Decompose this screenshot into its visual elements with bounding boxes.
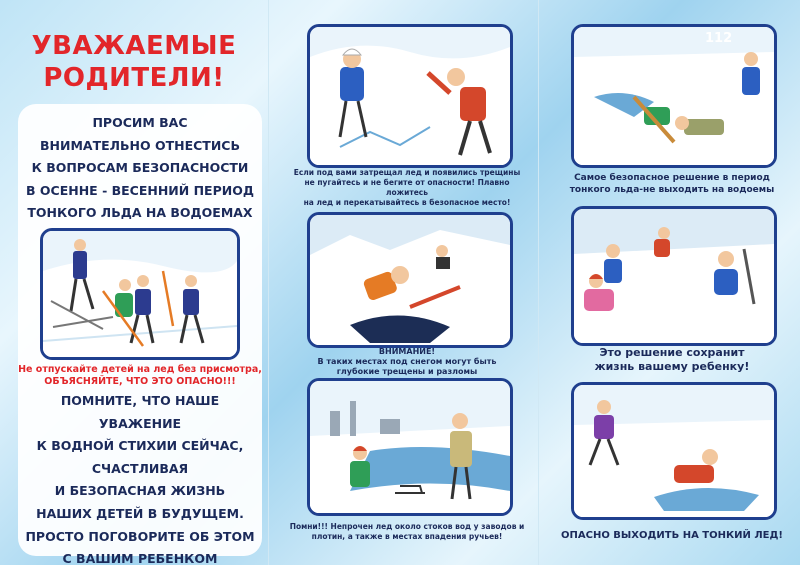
illustration-kids-hockey bbox=[40, 228, 240, 360]
closing-line: ПОМНИТЕ, ЧТО НАШЕ УВАЖЕНИЕ bbox=[60, 393, 220, 431]
title-line-2: РОДИТЕЛИ! bbox=[43, 63, 225, 93]
warning-line-2: ОБЪЯСНЯЙТЕ, ЧТО ЭТО ОПАСНО!!! bbox=[44, 376, 236, 387]
caption-line: В таких местах под снегом могут быть bbox=[317, 357, 497, 366]
rescue-drawing bbox=[574, 27, 774, 165]
closing-line: И БЕЗОПАСНАЯ ЖИЗНЬ bbox=[54, 483, 226, 499]
intro-text bbox=[18, 112, 262, 225]
caption-line: тонкого льда-не выходить на водоемы bbox=[569, 185, 775, 195]
phone-112-badge: 112 bbox=[705, 31, 733, 46]
warning-line-1: Не отпускайте детей на лед без присмотра, bbox=[18, 364, 262, 375]
caption-line: Помни!!! Непрочен лед около стоков вод у заводов и bbox=[289, 522, 525, 531]
caption-line: на лед и перекатывайтесь в безопасное место! bbox=[303, 198, 511, 207]
warning-text bbox=[18, 364, 262, 388]
title-line-1: УВАЖАЕМЫЕ bbox=[31, 31, 237, 61]
closing-line: ПРОСТО ПОГОВОРИТЕ ОБ ЭТОМ bbox=[25, 528, 255, 544]
caption-line: жизнь вашему ребенку! bbox=[594, 360, 750, 373]
caption-cracking-ice bbox=[283, 168, 531, 208]
caption-line: плотин, а также в местах впадения ручьев! bbox=[311, 532, 503, 541]
kids-hockey-drawing bbox=[43, 231, 237, 357]
illustration-ice-hole bbox=[307, 212, 513, 348]
page-title bbox=[0, 30, 268, 94]
intro-line: ВНИМАТЕЛЬНО ОТНЕСТИСЬ bbox=[40, 137, 240, 153]
illustration-falling-through bbox=[571, 382, 777, 520]
skating-drawing bbox=[574, 209, 774, 343]
closing-text bbox=[18, 390, 262, 571]
left-column bbox=[0, 0, 268, 565]
intro-line: ПРОСИМ ВАС bbox=[92, 115, 188, 130]
intro-line: ТОНКОГО ЛЬДА НА ВОДОЕМАХ bbox=[27, 205, 253, 220]
cracking-ice-drawing bbox=[310, 27, 510, 165]
caption-ice-hole bbox=[283, 347, 531, 377]
caption-line: глубокие трещены и разломы bbox=[336, 367, 478, 376]
caption-line: Если под вами затрещал лед и появились трещины bbox=[293, 168, 521, 177]
intro-line: В ОСЕННЕ - ВЕСЕННИЙ ПЕРИОД bbox=[26, 182, 254, 198]
middle-column bbox=[268, 0, 539, 565]
illustration-skating bbox=[571, 206, 777, 346]
illustration-cracking-ice bbox=[307, 24, 513, 168]
caption-save-life bbox=[555, 346, 789, 374]
caption-danger: ОПАСНО ВЫХОДИТЬ НА ТОНКИЙ ЛЕД! bbox=[561, 530, 783, 541]
illustration-sled-river bbox=[307, 378, 513, 516]
caption-line: не пугайтесь и не бегите от опасности! Плавно ложитесь bbox=[304, 178, 510, 197]
caption-sled-river bbox=[283, 522, 531, 542]
right-column bbox=[538, 0, 800, 565]
caption-line: Это решение сохранит bbox=[599, 346, 745, 359]
caption-stay-off-ice bbox=[555, 172, 789, 196]
closing-line: НАШИХ ДЕТЕЙ В БУДУЩЕМ. bbox=[36, 505, 244, 521]
closing-line: К ВОДНОЙ СТИХИИ СЕЙЧАС, bbox=[36, 438, 244, 454]
illustration-rescue-112 bbox=[571, 24, 777, 168]
ice-hole-drawing bbox=[310, 215, 510, 345]
closing-line: СЧАСТЛИВАЯ bbox=[91, 460, 189, 476]
caption-line: Самое безопасное решение в период bbox=[574, 173, 770, 183]
sled-river-drawing bbox=[310, 381, 510, 513]
closing-line: С ВАШИМ РЕБЕНКОМ bbox=[62, 551, 218, 567]
intro-line: К ВОПРОСАМ БЕЗОПАСНОСТИ bbox=[31, 160, 249, 175]
falling-through-drawing bbox=[574, 385, 774, 517]
caption-title: ВНИМАНИЕ! bbox=[378, 347, 436, 356]
